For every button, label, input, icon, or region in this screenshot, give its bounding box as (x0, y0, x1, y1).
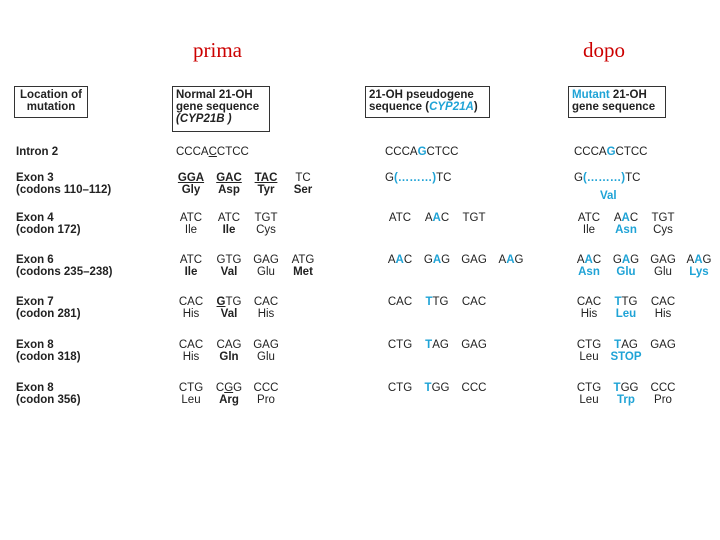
mutant-exon7-c1: CAC His (576, 296, 602, 320)
normal-exon7-c1: CAC His (178, 296, 204, 320)
row-label-exon8-356: Exon 8 (codon 356) (16, 382, 81, 406)
normal-exon7-c2: GTG Val (216, 296, 242, 320)
pseudo-exon6-c1: AAC (387, 254, 413, 266)
pseudo-exon8b-c3: CCC (461, 382, 487, 394)
mutant-exon6-c3: GAG Glu (650, 254, 676, 278)
mutant-exon7-c2: TTG Leu (614, 296, 638, 320)
pseudo-exon8a-c2: TAG (425, 339, 449, 351)
pseudo-intron2: CCCAGCTCC (385, 146, 459, 158)
mutant-exon4-c2: AAC Asn (613, 212, 639, 236)
pseudo-exon6-c4: AAG (498, 254, 524, 266)
normal-exon3-c4: TC Ser (293, 172, 313, 196)
normal-exon3-c2: GAC Asp (216, 172, 242, 196)
row-label-exon3: Exon 3 (codons 110–112) (16, 172, 112, 196)
mutant-exon8b-c2: TGG Trp (613, 382, 639, 406)
pseudo-exon8b-c2: TGG (424, 382, 450, 394)
row-label-intron2: Intron 2 (16, 146, 59, 158)
pseudo-exon4-c3: TGT (462, 212, 486, 224)
normal-exon8a-c2: CAG Gln (216, 339, 242, 363)
mutant-exon8a-c3: GAG (650, 339, 676, 351)
header-location: Location of mutation (14, 86, 88, 118)
heading-after: dopo (583, 38, 625, 62)
mutant-exon6-c4: AAG Lys (686, 254, 712, 278)
pseudo-exon4-c1: ATC (388, 212, 412, 224)
normal-exon6-c3: GAG Glu (253, 254, 279, 278)
pseudo-exon8b-c1: CTG (387, 382, 413, 394)
pseudo-exon8a-c3: GAG (461, 339, 487, 351)
mutant-exon4-c3: TGT Cys (651, 212, 675, 236)
pseudo-exon4-c2: AAC (424, 212, 450, 224)
row-label-exon8-318: Exon 8 (codon 318) (16, 339, 81, 363)
pseudo-exon6-c3: GAG (461, 254, 487, 266)
row-label-exon6: Exon 6 (codons 235–238) (16, 254, 113, 278)
row-label-exon7: Exon 7 (codon 281) (16, 296, 81, 320)
normal-exon4-c2: ATC Ile (217, 212, 241, 236)
normal-exon6-c1: ATC Ile (179, 254, 203, 278)
normal-exon8a-c1: CAC His (178, 339, 204, 363)
mutant-exon8a-c1: CTG Leu (576, 339, 602, 363)
pseudo-exon7-c1: CAC (387, 296, 413, 308)
pseudo-exon6-c2: GAG (423, 254, 451, 266)
mutant-exon6-c1: AAC Asn (576, 254, 602, 278)
mutant-exon7-c3: CAC His (650, 296, 676, 320)
normal-exon6-c2: GTG Val (216, 254, 242, 278)
pseudo-exon7-c3: CAC (461, 296, 487, 308)
header-normal: Normal 21-OH gene sequence (CYP21B ) (172, 86, 270, 132)
mutant-exon4-c1: ATC Ile (577, 212, 601, 236)
mutant-exon8b-c1: CTG Leu (576, 382, 602, 406)
normal-exon8b-c1: CTG Leu (178, 382, 204, 406)
normal-exon8b-c2: CGG Arg (215, 382, 243, 406)
mutant-intron2: CCCAGCTCC (574, 146, 648, 158)
pseudo-exon8a-c1: CTG (387, 339, 413, 351)
mutant-exon3: G(………)TC (574, 172, 641, 184)
normal-exon7-c3: CAC His (253, 296, 279, 320)
normal-exon8b-c3: CCC Pro (253, 382, 279, 406)
normal-exon6-c4: ATG Met (291, 254, 315, 278)
mutant-exon3-aa: Val (600, 190, 617, 202)
mutant-exon8b-c3: CCC Pro (650, 382, 676, 406)
pseudo-exon3: G(………)TC (385, 172, 452, 184)
mutant-exon6-c2: GAG Glu (612, 254, 640, 278)
normal-exon4-c1: ATC Ile (179, 212, 203, 236)
header-pseudogene: 21-OH pseudogene sequence (CYP21A) (365, 86, 490, 118)
normal-exon3-c1: GGA Gly (177, 172, 205, 196)
pseudo-exon7-c2: TTG (425, 296, 449, 308)
mutant-exon8a-c2: TAG STOP (610, 339, 642, 363)
header-mutant: Mutant 21-OH gene sequence (568, 86, 666, 118)
normal-intron2: CCCACCTCC (176, 146, 249, 158)
normal-exon4-c3: TGT Cys (254, 212, 278, 236)
normal-exon8a-c3: GAG Glu (253, 339, 279, 363)
heading-before: prima (193, 38, 242, 62)
normal-exon3-c3: TAC Tyr (254, 172, 278, 196)
row-label-exon4: Exon 4 (codon 172) (16, 212, 81, 236)
